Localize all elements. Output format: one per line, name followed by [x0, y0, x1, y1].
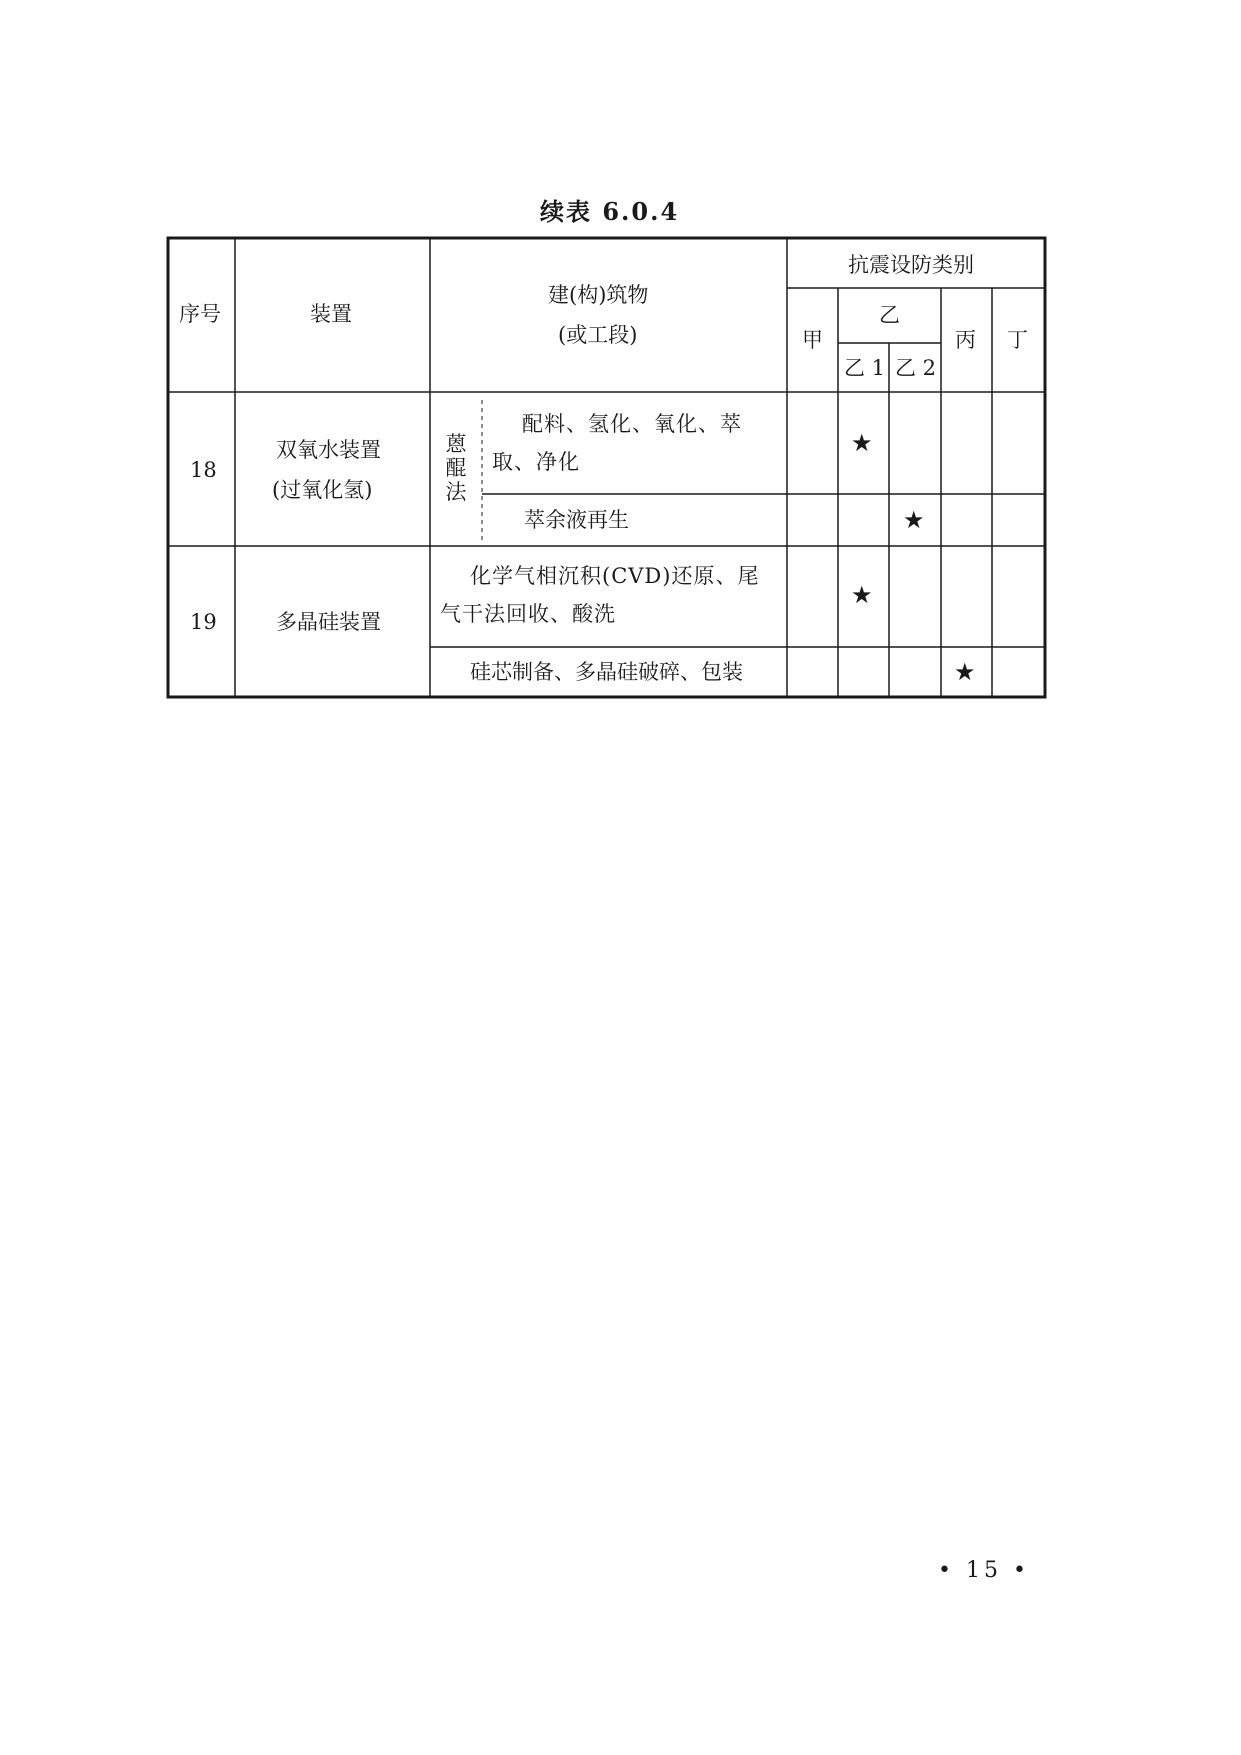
header-seq: 序号 — [179, 302, 221, 326]
row-19-sub2-bing-star: ★ — [954, 658, 976, 686]
row-19-sub2-building: 硅芯制备、多晶硅破碎、包装 — [470, 660, 743, 684]
header-yi2: 乙 2 — [895, 356, 937, 380]
header-device: 装置 — [310, 302, 352, 326]
header-building-line2: (或工段) — [558, 323, 638, 347]
row-19-device: 多晶硅装置 — [276, 610, 381, 634]
table-caption: 续表 6.0.4 — [540, 197, 680, 226]
header-yi1: 乙 1 — [844, 356, 886, 380]
row-18-sub1-building: 配料、氢化、氧化、萃取、净化 — [492, 412, 742, 474]
header-ding: 丁 — [1007, 328, 1028, 352]
header-bing: 丙 — [955, 328, 976, 352]
header-jia: 甲 — [802, 328, 823, 352]
row-18-sub2-yi2-star: ★ — [903, 506, 925, 534]
row-19-seq: 19 — [190, 610, 217, 634]
page-number: • 15 • — [938, 1558, 1030, 1583]
row-19-sub1-yi1-star: ★ — [851, 581, 873, 609]
header-building-line1: 建(构)筑物 — [548, 283, 649, 307]
row-18-method: 蒽醌法 — [445, 432, 467, 504]
row-18-sub1-yi1-star: ★ — [851, 429, 873, 457]
row-19-sub1-building: 化学气相沉积(CVD)还原、尾气干法回收、酸洗 — [440, 564, 760, 626]
row-18-device-line1: 双氧水装置 — [276, 438, 381, 462]
header-yi: 乙 — [879, 303, 900, 327]
row-18-device-line2: (过氧化氢) — [272, 478, 373, 502]
row-18-sub2-building: 萃余液再生 — [524, 508, 629, 532]
row-18-seq: 18 — [190, 458, 217, 482]
header-category-group: 抗震设防类别 — [848, 253, 974, 277]
